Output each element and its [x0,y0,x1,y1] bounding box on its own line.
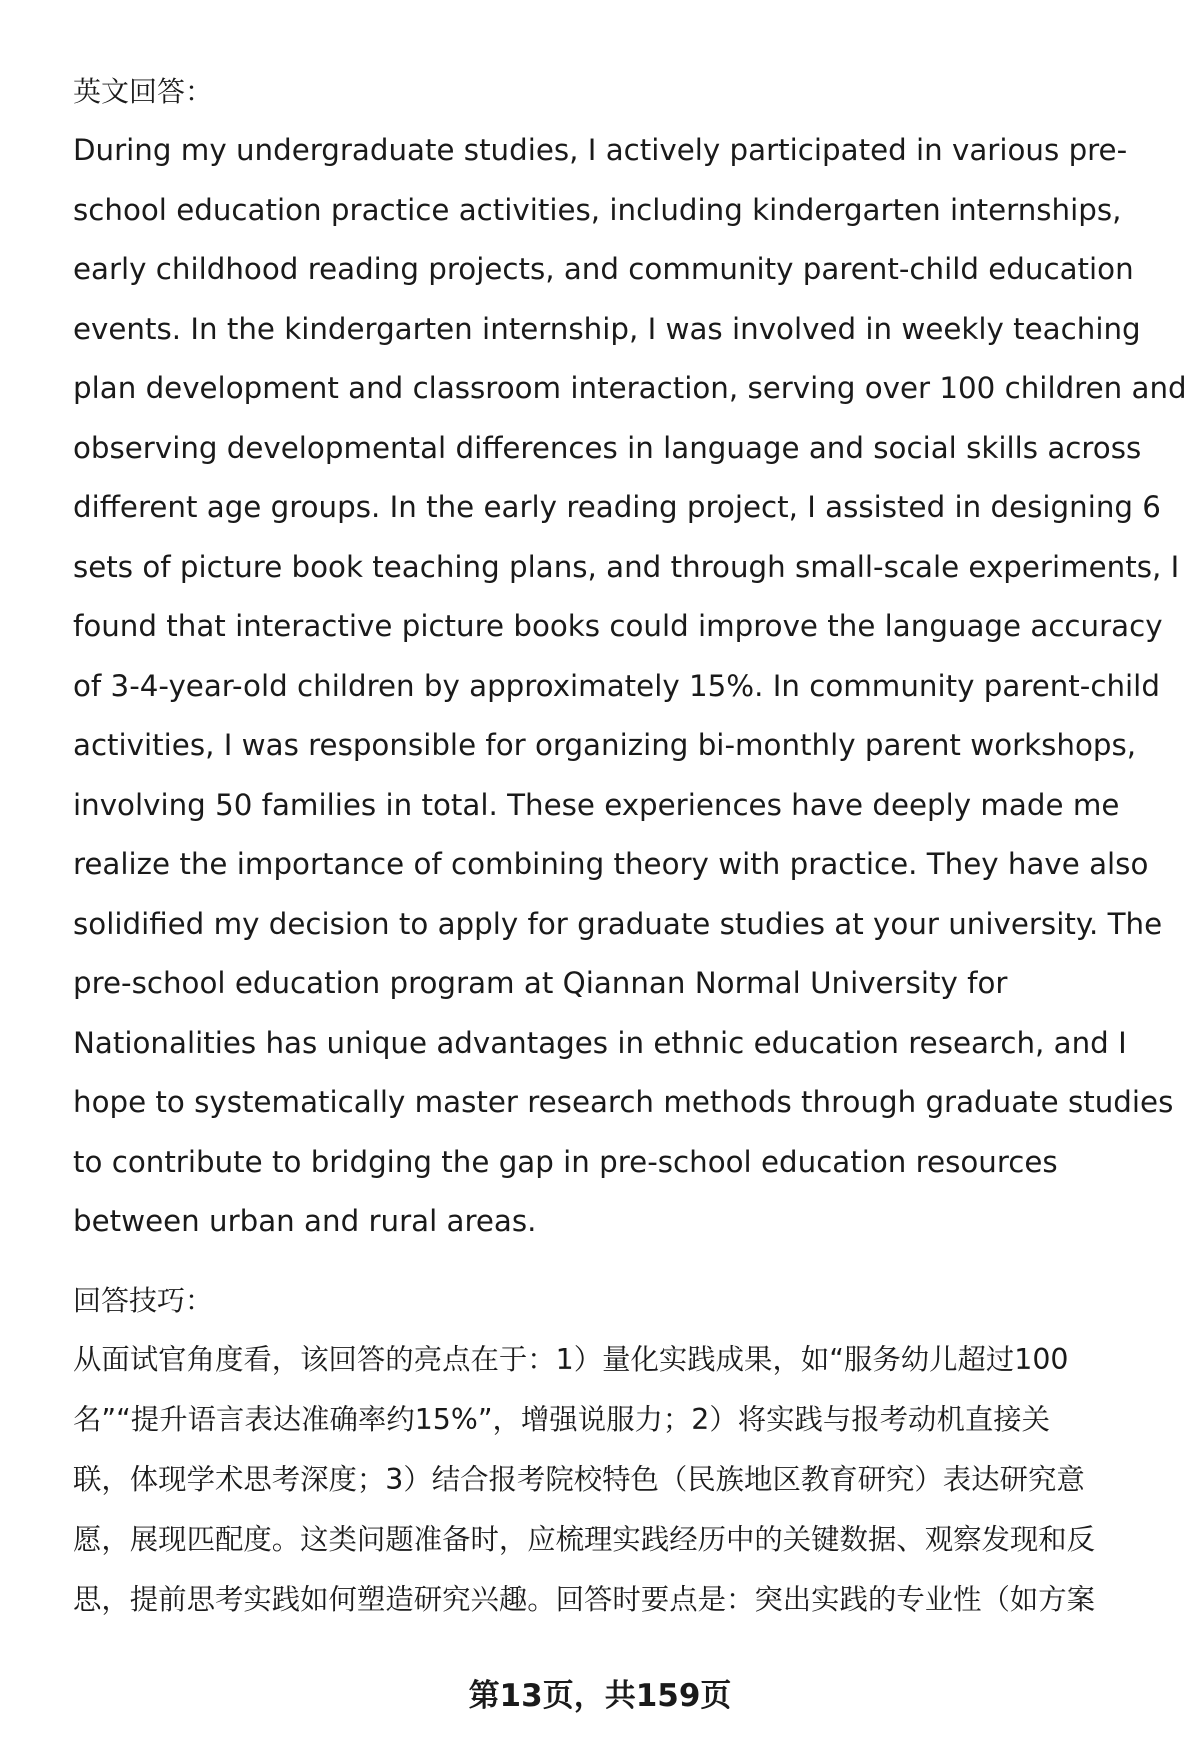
answer-tips-body [73,1330,1148,1630]
answer-tips-line: 从面试官角度看，该回答的亮点在于：1）量化实践成果，如“服务幼儿超过100 [73,1342,1069,1376]
section-spacer [73,1252,1148,1271]
english-answer-line: Nationalities has unique advantages in ethnic education research, and I [73,1025,1127,1060]
english-answer-line: early childhood reading projects, and community parent-child education [73,252,1134,286]
english-answer-line: realize the importance of combining theory with practice. They have also [73,847,1149,881]
english-answer-line: found that interactive picture books could improve the language accuracy [73,609,1163,643]
english-answer-line: of 3-4-year-old children by approximately 15%. In community parent-child [73,668,1160,703]
answer-tips-line: 愿，展现匹配度。这类问题准备时，应梳理实践经历中的关键数据、观察发现和反 [73,1522,1096,1556]
english-answer-heading: 英文回答： [73,75,214,108]
answer-tips-line: 名”“提升语言表达准确率约15%”，增强说服力；2）将实践与报考动机直接关 [73,1402,1051,1436]
page-number: 第13页，共159页 [468,1678,732,1714]
english-answer-line: different age groups. In the early reading project, I assisted in designing 6 [73,490,1161,524]
english-answer-line: between urban and rural areas. [73,1204,537,1238]
english-answer-line: activities, I was responsible for organizing bi-monthly parent workshops, [73,728,1137,762]
english-answer-line: plan development and classroom interaction, serving over 100 children and [73,371,1187,405]
answer-tips-heading: 回答技巧： [73,1283,214,1317]
answer-tips-line: 联，体现学术思考深度；3）结合报考院校特色（民族地区教育研究）表达研究意 [73,1462,1085,1496]
english-answer-line: hope to systematically master research methods through graduate studies [73,1085,1174,1119]
english-answer-line: pre-school education program at Qiannan Normal University for [73,966,1008,1000]
answer-tips-line: 思，提前思考实践如何塑造研究兴趣。回答时要点是：突出实践的专业性（如方案 [73,1582,1096,1616]
english-answer-line: events. In the kindergarten internship, I was involved in weekly teaching [73,311,1141,346]
english-answer-line: involving 50 families in total. These experiences have deeply made me [73,787,1120,822]
english-answer-line: sets of picture book teaching plans, and through small-scale experiments, I [73,549,1180,584]
english-answer-line: During my undergraduate studies, I actively participated in various pre- [73,133,1128,167]
english-answer-line: solidified my decision to apply for graduate studies at your university. The [73,906,1163,941]
english-answer-line: school education practice activities, including kindergarten internships, [73,192,1122,227]
english-answer-line: to contribute to bridging the gap in pre-school education resources [73,1144,1058,1179]
english-answer-body [73,121,1187,1252]
english-answer-line: observing developmental differences in language and social skills across [73,430,1142,465]
page-content [73,62,1187,1630]
